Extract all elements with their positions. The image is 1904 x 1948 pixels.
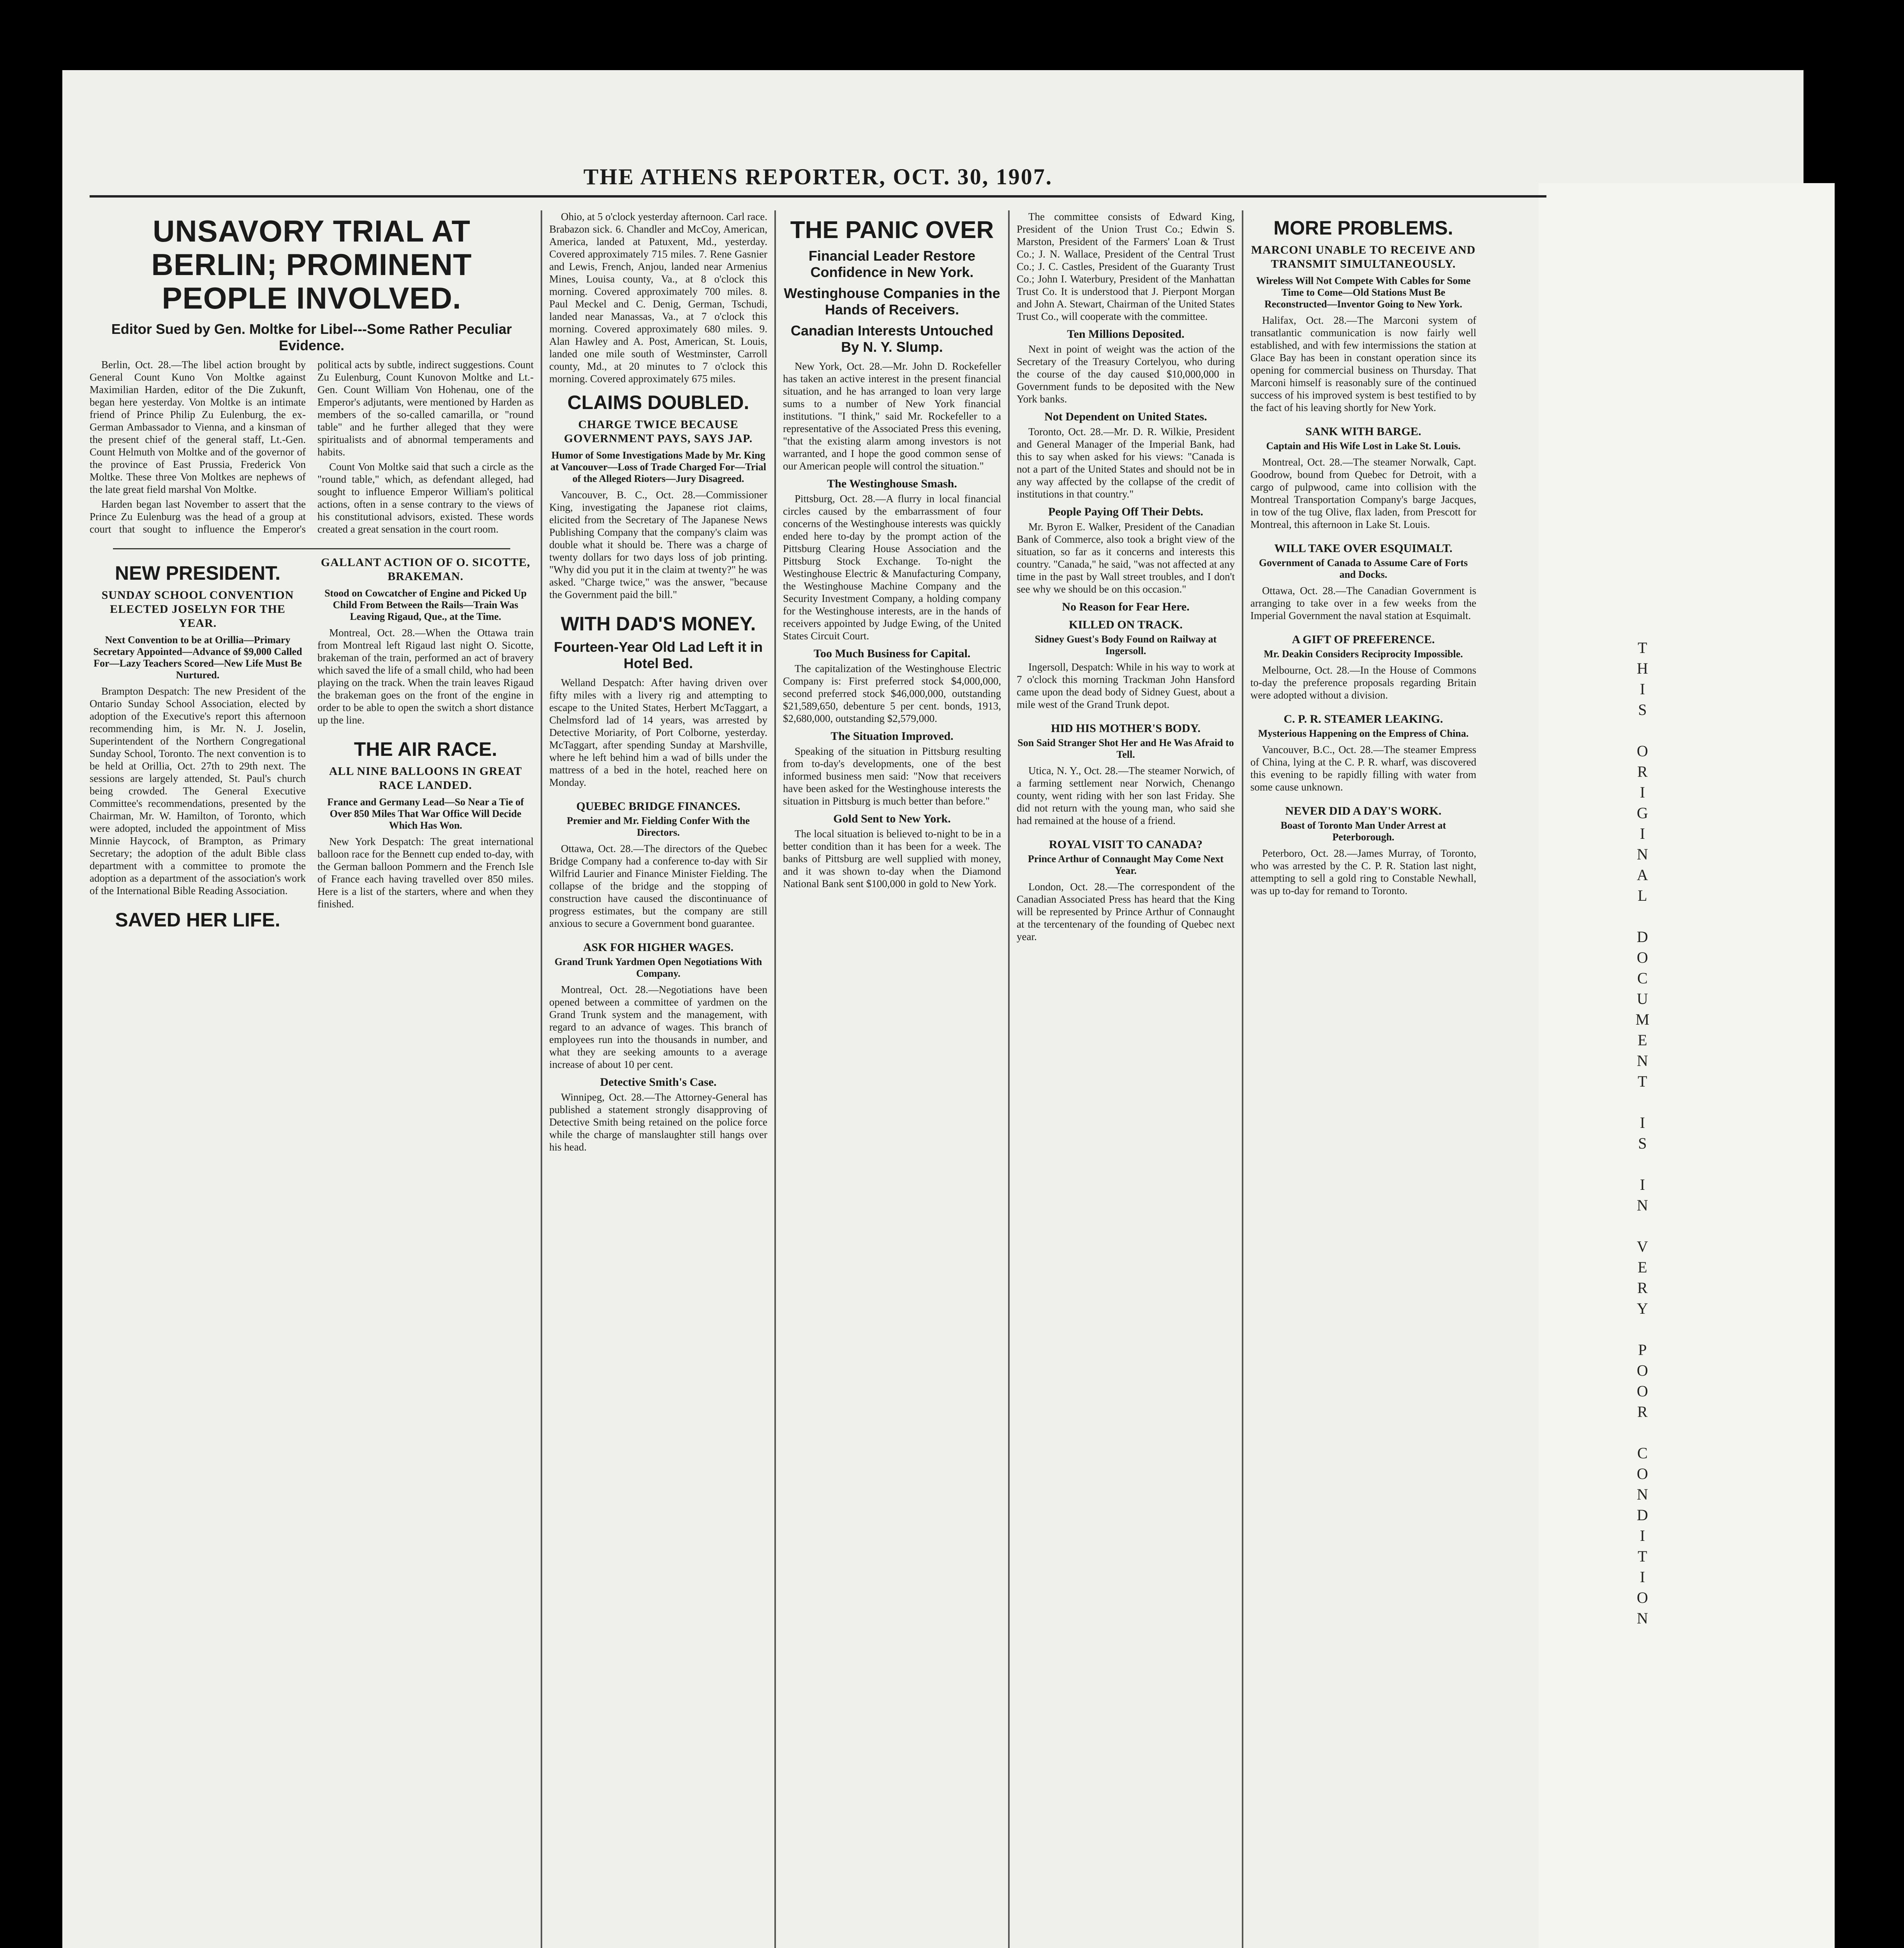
article-air-race xyxy=(317,738,534,910)
article-esquimalt xyxy=(1250,542,1476,622)
column-5 xyxy=(1017,210,1235,1948)
column-4 xyxy=(783,210,1001,1948)
paragraph: Vancouver, B.C., Oct. 28.—The steamer Empress of China, lying at the C. P. R. wharf, was discovered this evening to be rapidly filling with water from some cause unknown. xyxy=(1250,744,1476,793)
article-berlin-trial xyxy=(90,214,534,536)
paragraph: The capitalization of the Westinghouse Electric Company is: First preferred stock $4,000,000, second preferred stock $46,000,000, outstanding $21,589,650, debenture 5 per cent. bonds, 1913, $2,680,000, outstanding $2,579,000. xyxy=(783,663,1001,724)
paragraph: Vancouver, B. C., Oct. 28.—Commissioner King, investigating the Japanese riot claims, elicited from the Secretary of The Japanese News Publishing Company that the company's claim was double what it should be. There was a charge of twenty dollars for two days loss of job printing. "Why did you put it in the claim at twenty?" he was asked. "Charge twice," was the answer, "because the Government paid the bill." xyxy=(549,489,767,600)
paragraph: Harden began last November to assert that the Prince Zu Eulenburg was the head of a group at court that sought to influence the Emperor's political acts by subtle, indirect suggestions. Count Zu Eulenburg, Count Kunovon Moltke and Lt.-Gen. Count William Von Hohenau, one of the Emperor's adjutants, were mentioned by Harden as members of the so-called camarilla, or "round table" and he further alleged that they were spiritualists and of abnormal temperaments and habits. xyxy=(90,359,534,535)
paragraph: London, Oct. 28.—The correspondent of the Canadian Associated Press has heard that the King will be represented by Prince Arthur of Connaught at the tercentenary of the founding of Quebec next year. xyxy=(1017,881,1235,942)
headline: WITH DAD'S MONEY. xyxy=(561,613,756,635)
subheadline: GALLANT ACTION OF O. SICOTTE, BRAKEMAN. xyxy=(321,556,531,583)
summary: Humor of Some Investigations Made by Mr. King at Vancouver—Loss of Trade Charged For—Trial of the Alleged Rioters—Jury Disagreed. xyxy=(550,450,766,484)
summary: Grand Trunk Yardmen Open Negotiations With Company. xyxy=(554,956,762,979)
subhead: Too Much Business for Capital. xyxy=(813,647,971,660)
headline: C. P. R. STEAMER LEAKING. xyxy=(1283,713,1443,725)
article-dads-money xyxy=(549,612,767,789)
paragraph: Winnipeg, Oct. 28.—The Attorney-General has published a statement strongly disapproving of Detective Smith being retained on the police force while the charge of manslaughter still hangs over his head. xyxy=(549,1091,767,1153)
paragraph: The committee consists of Edward King, President of the Union Trust Co.; Edwin S. Marston, President of the Farmers' Loan & Trust Co.; J. N. Wallace, President of the Central Trust Co.; J. C. Castles, President of the Guaranty Trust Co.; John I. Waterbury, President of the Manhattan Trust Co. It is understood that J. Pierpont Morgan and John A. Stewart, Chairman of the United States Trust Co., will cooperate with the committee. xyxy=(1017,211,1235,322)
headline: SANK WITH BARGE. xyxy=(1305,425,1421,438)
subheadline: SUNDAY SCHOOL CONVENTION ELECTED JOSELYN FOR THE YEAR. xyxy=(101,589,294,630)
headline: WILL TAKE OVER ESQUIMALT. xyxy=(1274,542,1453,555)
paragraph: Berlin, Oct. 28.—The libel action brought by General Count Kuno Von Moltke against Maximilian Harden, editor of the Die Zukunft, began here yesterday. Von Moltke is an intimate friend of Prince Philip Zu Eulenburg, the ex-German Ambassador to Vienna, and a kinsman of the present chief of the general staff, Lt.-Gen. Count Helmuth von Moltke and of the governor of the province of East Prussia, Frederick Von Moltke. These three Von Moltkes are nephews of the late great field marshal Von Moltke. xyxy=(90,359,306,495)
paragraph: Peterboro, Oct. 28.—James Murray, of Toronto, who was arrested by the C. P. R. Station last night, attempting to sell a gold ring to Constable Newhall, was up to-day for remand to Toronto. xyxy=(1250,847,1476,896)
paragraph: Welland Despatch: After having driven over fifty miles with a livery rig and attempting to escape to the United States, Herbert McTaggart, a Chelmsford lad of 14 years, was arrested by Detective Moriarity, of Port Colborne, yesterday. McTaggart, after spending Sunday at Marshville, where he left behind him a wad of bills under the mattress of a bed in the hotel, reached here on Monday. xyxy=(549,677,767,788)
paragraph: Halifax, Oct. 28.—The Marconi system of transatlantic communication is now fairly well established, and with few intermissions the station at Glace Bay has been in constant operation since its opening for commercial business on Thursday. That Marconi himself is reasonably sure of the continued success of his improved system is best testified to by the fact of his leaving shortly for New York. xyxy=(1250,314,1476,413)
lower-articles xyxy=(90,556,534,931)
article-claims-doubled xyxy=(549,391,767,601)
paragraph: Count Von Moltke said that such a circle as the "round table," which, as defendant alleged, had sought to influence Emperor William's political actions, often in a sense contrary to the views of his constitutional advisors, existed. These words created a great sensation in the court room. xyxy=(317,461,534,535)
paragraph: Ottawa, Oct. 28.—The directors of the Quebec Bridge Company had a conference to-day with Sir Wilfrid Laurier and Finance Minister Fielding. The collapse of the bridge and the stopping of construction have caused the discontinuance of progress estimates, but the company are still anxious to secure a Government bond guarantee. xyxy=(549,843,767,929)
subhead: The Situation Improved. xyxy=(830,730,954,743)
summary: Premier and Mr. Fielding Confer With the Directors. xyxy=(567,815,750,838)
subhead: Detective Smith's Case. xyxy=(600,1076,717,1089)
summary: Prince Arthur of Connaught May Come Next Year. xyxy=(1028,853,1224,876)
headline: THE AIR RACE. xyxy=(354,738,497,760)
article-gift-of-preference xyxy=(1250,633,1476,701)
paragraph: Speaking of the situation in Pittsburg resulting from to-day's developments, one of the best informed business men said: "Now that receivers have been asked for the Westinghouse interests the situation in Pittsburg is much better than before." xyxy=(783,745,1001,807)
headline: A GIFT OF PREFERENCE. xyxy=(1292,633,1435,646)
column-rule xyxy=(541,210,542,1948)
subheadline: MARCONI UNABLE TO RECEIVE AND TRANSMIT SIMULTANEOUSLY. xyxy=(1251,244,1476,270)
article-sank-with-barge xyxy=(1250,425,1476,531)
headline: THE PANIC OVER xyxy=(790,217,994,244)
paragraph: Utica, N. Y., Oct. 28.—The steamer Norwich, of a farming settlement near Norwich, Chenango county, went riding with her son last Friday. She did not return with the young man, who said she had remained at the house of a friend. xyxy=(1017,765,1235,826)
paragraph: New York, Oct. 28.—Mr. John D. Rockefeller has taken an active interest in the present financial situation, and he has arranged to loan very large sums to a number of New York financial institutions. "I think," said Mr. Rockefeller to a representative of the Associated Press this evening, "that the existing alarm among investors is not warranted, and I hope the good common sense of our American people will control the situation." xyxy=(783,360,1001,472)
summary: Mysterious Happening on the Empress of China. xyxy=(1258,728,1469,739)
column-rule xyxy=(1242,210,1243,1948)
deck: Westinghouse Companies in the Hands of Receivers. xyxy=(784,285,1000,318)
paragraph: Montreal, Oct. 28.—Negotiations have been opened between a committee of yardmen on the Grand Trunk system and the management, with regard to an advance of wages. This branch of employees run into the thousands in number, and what they are seeking amounts to a average increase of about 10 per cent. xyxy=(549,984,767,1070)
article-quebec-bridge xyxy=(549,800,767,930)
subhead: Gold Sent to New York. xyxy=(833,812,951,825)
subhead: The Westinghouse Smash. xyxy=(827,477,957,490)
subheadline: CHARGE TWICE BECAUSE GOVERNMENT PAYS, SAYS JAP. xyxy=(564,418,753,445)
running-head: THE ATHENS REPORTER, OCT. 30, 1907. xyxy=(90,164,1546,198)
headline: ASK FOR HIGHER WAGES. xyxy=(583,941,734,954)
paragraph: Brampton Despatch: The new President of the Ontario Sunday School Association, elected by adoption of the Executive's report this afternoon recommending him, is Mr. N. J. Joselin, Superintendent of the Northern Congregational Sunday School, Toronto. The next convention is to be held at Orillia, Oct. 27th to 29th next. The sessions are largely attended, St. Paul's church being crowded. The General Executive Committee's recommendations, presented by the Chairman, Mr. W. Hamilton, of Toronto, which were adopted, included the appointment of Miss Minnie Haycock, of Brampton, as Primary Secretary; the adoption of the adult Bible class department with a committee to promote the adoption as a department of the association's work of the International Bible Reading Association. xyxy=(90,685,306,896)
paragraph: Ingersoll, Despatch: While in his way to work at 7 o'clock this morning Trackman John Hansford came upon the dead body of Sidney Guest, about a mile west of the Grand Trunk depot. xyxy=(1017,661,1235,710)
subhead: Not Dependent on United States. xyxy=(1044,410,1207,423)
deck: Canadian Interests Untouched By N. Y. Slump. xyxy=(790,323,994,355)
headline: KILLED ON TRACK. xyxy=(1068,618,1183,631)
headline: QUEBEC BRIDGE FINANCES. xyxy=(576,800,740,813)
divider xyxy=(113,548,510,549)
article-panic-over xyxy=(783,217,1001,890)
deck: Fourteen-Year Old Lad Left it in Hotel Bed. xyxy=(554,639,763,671)
column-rule xyxy=(1008,210,1010,1948)
summary: Captain and His Wife Lost in Lake St. Louis. xyxy=(1266,440,1461,452)
condition-note: THIS ORIGINAL DOCUMENT IS IN VERY POOR CONDITION xyxy=(1634,639,1651,1630)
paragraph: Ottawa, Oct. 28.—The Canadian Government is arranging to take over in a few weeks from the Imperial Government the naval station at Esquimalt. xyxy=(1250,585,1476,621)
paragraph: Ohio, at 5 o'clock yesterday afternoon. Carl race. Brabazon sick. 6. Chandler and McCoy, American, America, landed at Patuxent, Md., yesterday. Covered approximately 715 miles. 7. Rene Gasnier and Lewis, French, Anjou, landed near Armenius Mines, Louisa county, Va., at 8 o'clock this morning. Covered approximately 700 miles. 8. Paul Meckel and C. Denig, German, Tschudi, landed near Manassas, Va., at 7 o'clock this morning. Covered approximately 680 miles. 9. Alan Hawley and A. Post, American, St. Louis, landed one mile south of Westminster, Carroll county, Md., at 20 minutes to 7 o'clock this morning. Covered approximately 675 miles. xyxy=(549,211,767,385)
paragraph: Montreal, Oct. 28.—The steamer Norwalk, Capt. Goodrow, bound from Quebec for Detroit, with a cargo of pulpwood, came into collision with the Montreal Transportation Company's barge Jacques, in tow of the tug Olive, flax laden, from Prescott for Montreal, this afternoon in Lake St. Louis. xyxy=(1250,456,1476,530)
article-royal-visit xyxy=(1017,838,1235,943)
article-higher-wages xyxy=(549,941,767,1153)
headline: MORE PROBLEMS. xyxy=(1273,217,1453,239)
subhead: No Reason for Fear Here. xyxy=(1062,600,1190,613)
paragraph: Montreal, Oct. 28.—When the Ottawa train from Montreal left Rigaud last night O. Sicotte, brakeman of the train, performed an act of bravery which saved the life of a small child, who had been playing on the track. When the train leaves Rigaud the brakeman goes on the front of the engine in order to be able to open the switch a short distance up the line. xyxy=(317,627,534,726)
summary: Mr. Deakin Considers Reciprocity Impossible. xyxy=(1264,648,1463,660)
column-1 xyxy=(90,210,534,1948)
deck: Editor Sued by Gen. Moltke for Libel---Some Rather Peculiar Evidence. xyxy=(111,321,512,353)
subheadline: ALL NINE BALLOONS IN GREAT RACE LANDED. xyxy=(329,765,522,792)
subhead: People Paying Off Their Debts. xyxy=(1048,505,1204,518)
article-killed-on-track xyxy=(1017,619,1235,711)
article-body xyxy=(90,358,534,536)
summary: Stood on Cowcatcher of Engine and Picked Up Child From Between the Rails—Train Was Leaving Rigaud, Que., at the Time. xyxy=(324,588,527,622)
page-foldout xyxy=(1539,183,1835,1948)
column-6 xyxy=(1250,210,1476,1948)
paragraph: New York Despatch: The great international balloon race for the Bennett cup ended to-day, with the German balloon Pommern and the French Isle of France each having travelled over 850 miles. Here is a list of the starters, where and when they finished. xyxy=(317,836,534,910)
deck: Financial Leader Restore Confidence in New York. xyxy=(808,248,976,280)
paragraph: Melbourne, Oct. 28.—In the House of Commons to-day the preference proposals regarding Britain were adopted without a division. xyxy=(1250,664,1476,701)
headline: NEVER DID A DAY'S WORK. xyxy=(1285,805,1442,817)
summary: Son Said Stranger Shot Her and He Was Afraid to Tell. xyxy=(1017,737,1234,760)
summary: France and Germany Lead—So Near a Tie of Over 850 Miles That War Office Will Decide Which Has Won. xyxy=(327,796,524,831)
article-more-problems xyxy=(1250,217,1476,414)
headline: HID HIS MOTHER'S BODY. xyxy=(1051,722,1201,735)
article-new-president xyxy=(90,562,306,897)
summary: Sidney Guest's Body Found on Railway at Ingersoll. xyxy=(1035,633,1217,656)
headline: SAVED HER LIFE. xyxy=(115,909,280,931)
summary: Next Convention to be at Orillia—Primary Secretary Appointed—Advance of $9,000 Called For—Lazy Teachers Scored—New Life Must Be Nurtured. xyxy=(93,634,302,681)
article-never-worked xyxy=(1250,805,1476,897)
headline: CLAIMS DOUBLED. xyxy=(567,392,749,413)
headline: NEW PRESIDENT. xyxy=(115,562,281,584)
summary: Boast of Toronto Man Under Arrest at Peterborough. xyxy=(1280,820,1446,843)
summary: Wireless Will Not Compete With Cables for Some Time to Come—Old Stations Must Be Reconstructed—Inventor Going to New York. xyxy=(1256,275,1471,310)
paragraph: Mr. Byron E. Walker, President of the Canadian Bank of Commerce, also took a bright view of the situation, so far as it concerns and interests this country. "Canada," he said, "was not affected at any time in the past by Wall street troubles, and I don't see why we should be on this occasion." xyxy=(1017,521,1235,595)
subhead: Ten Millions Deposited. xyxy=(1067,328,1185,341)
paragraph: Next in point of weight was the action of the Secretary of the Treasury Cortelyou, who during the course of the day caused $10,000,000 in Government funds to be deposited with the New York banks. xyxy=(1017,343,1235,405)
column-3 xyxy=(549,210,767,1948)
article-steamer-leaking xyxy=(1250,713,1476,793)
paragraph: The local situation is believed to-night to be in a better condition than it has been for a week. The banks of Pittsburg are well supplied with money, and it was shown to-day when the Diamond National Bank sent $100,000 in gold to New York. xyxy=(783,828,1001,889)
article-mothers-body xyxy=(1017,722,1235,827)
paragraph: Toronto, Oct. 28.—Mr. D. R. Wilkie, President and General Manager of the Imperial Bank, had this to say when asked for his views: "Canada is not a part of the United States and should not be in any way affected by the collapse of the credit of institutions in that country." xyxy=(1017,426,1235,500)
headline: UNSAVORY TRIAL AT BERLIN; PROMINENT PEOPLE INVOLVED. xyxy=(151,214,472,315)
headline: ROYAL VISIT TO CANADA? xyxy=(1049,838,1203,851)
summary: Government of Canada to Assume Care of Forts and Docks. xyxy=(1259,557,1468,580)
paragraph: Pittsburg, Oct. 28.—A flurry in local financial circles caused by the embarrassment of four concerns of the Westinghouse interests was quickly ended here to-day by the prompt action of the Pittsburg Clearing House Association and the Pittsburg Stock Exchange. To-night the Westinghouse Electric & Manufacturing Company, the Westinghouse Machine Company and the Security Investment Company, a holding company for the Westinghouse interests, are in the hands of receivers appointed by Judge Ewing, of the United States Circuit Court. xyxy=(783,493,1001,642)
column-rule xyxy=(774,210,776,1948)
